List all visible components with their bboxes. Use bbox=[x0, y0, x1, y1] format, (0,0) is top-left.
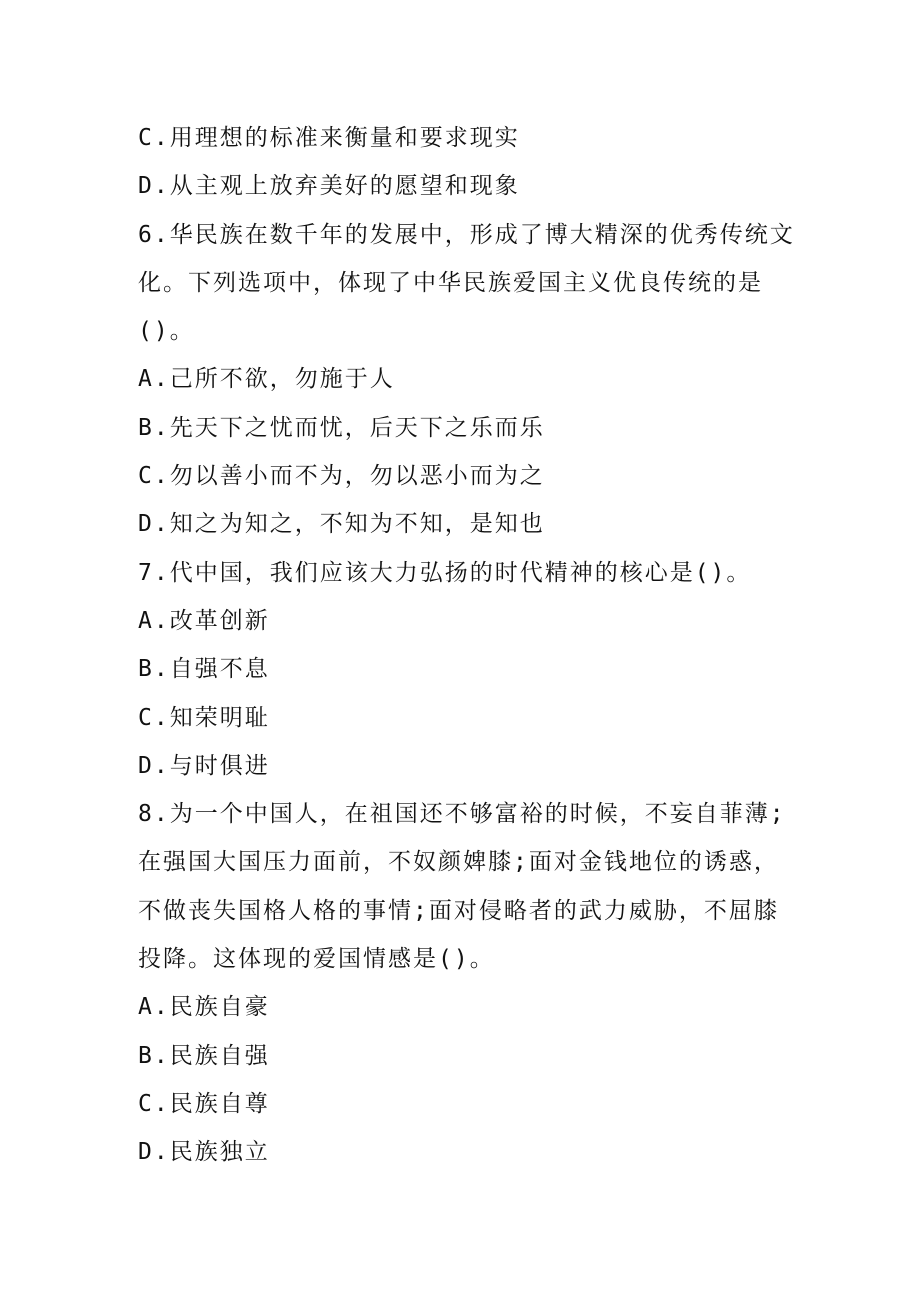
question-8-line-3: 不做丧失国格人格的事情;面对侵略者的武力威胁，不屈膝 bbox=[138, 897, 779, 924]
document-body bbox=[138, 114, 795, 1177]
option-7c: C.知荣明耻 bbox=[138, 704, 270, 731]
question-6-line-3: ()。 bbox=[138, 318, 195, 345]
question-6-line-2: 化。下列选项中，体现了中华民族爱国主义优良传统的是 bbox=[138, 269, 763, 296]
question-8-line-4: 投降。这体现的爱国情感是()。 bbox=[138, 946, 495, 973]
option-6c: C.勿以善小而不为，勿以恶小而为之 bbox=[138, 463, 545, 490]
option-5d: D.从主观上放弃美好的愿望和现象 bbox=[138, 173, 520, 200]
option-5c: C.用理想的标准来衡量和要求现实 bbox=[138, 125, 520, 151]
question-8-line-1: 8.为一个中国人，在祖国还不够富裕的时候，不妄自菲薄; bbox=[138, 801, 786, 828]
option-6a: A.己所不欲，勿施于人 bbox=[138, 366, 395, 393]
question-8-line-2: 在强国大国压力面前，不奴颜婢膝;面对金钱地位的诱惑， bbox=[138, 849, 779, 876]
option-7a: A.改革创新 bbox=[138, 607, 270, 634]
option-8a: A.民族自豪 bbox=[138, 994, 270, 1021]
option-8d: D.民族独立 bbox=[138, 1139, 270, 1166]
option-8b: B.民族自强 bbox=[138, 1042, 270, 1069]
option-7d: D.与时俱进 bbox=[138, 752, 270, 779]
option-8c: C.民族自尊 bbox=[138, 1090, 270, 1117]
question-7: 7.代中国，我们应该大力弘扬的时代精神的核心是()。 bbox=[138, 559, 752, 586]
question-6-line-1: 6.华民族在数千年的发展中，形成了博大精深的优秀传统文 bbox=[138, 221, 795, 248]
option-6d: D.知之为知之，不知为不知，是知也 bbox=[138, 511, 545, 538]
option-6b: B.先天下之忧而忧，后天下之乐而乐 bbox=[138, 414, 545, 441]
option-7b: B.自强不息 bbox=[138, 656, 270, 683]
